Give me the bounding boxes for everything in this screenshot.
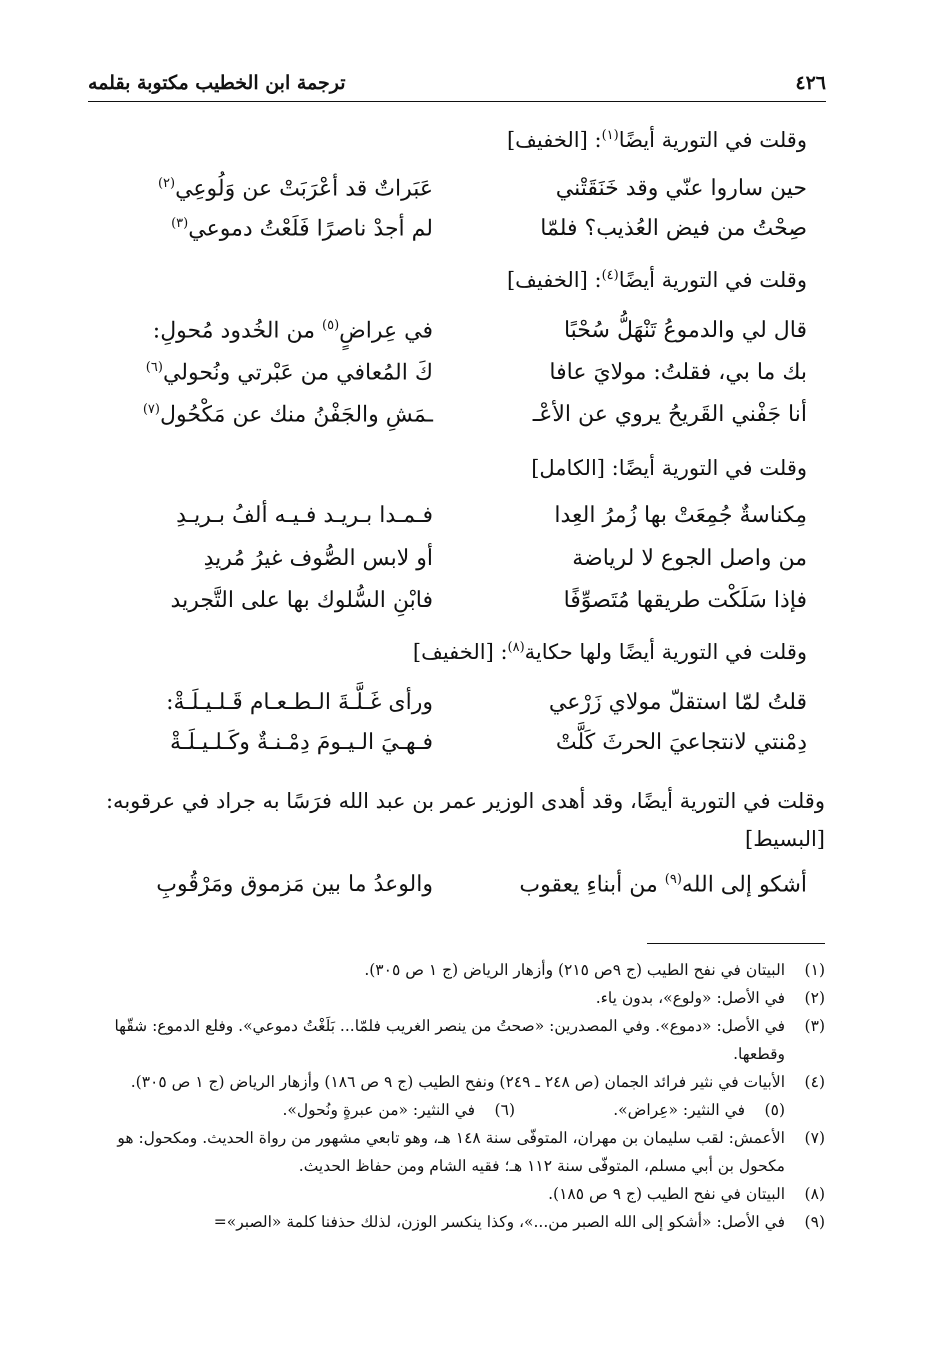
section-intro-paragraph: وقلت في التورية أيضًا، وقد أهدى الوزير عمر بن عبد الله فرَسًا به جراد في عرقوبه: [البسيط] (105, 789, 825, 851)
footnote: (١) البيتان في نفح الطيب (ج ٩ص ٢١٥) وأزهار الرياض (ج ١ ص ٣٠٥). (364, 961, 825, 979)
verse-hemistich-second: عَبَراتٌ قد أعْرَبَتْ عن وَلُوعِي$^{(٢)}$ (157, 176, 433, 202)
footnote-ref: (١) (601, 128, 619, 143)
footnote-ref: (٤) (601, 268, 619, 283)
verse-hemistich-second: في عِراضٍ$^{(٥)}$ من الخُدود مُحولِ: (152, 318, 433, 344)
footnote: (٦) في النثير: «من عبرةٍ ونُحول». (282, 1101, 515, 1119)
verse-hemistich-second: فـهـيَ الـيـومَ دِمْـنـةٌ وكَـلـيـلَـةْ (170, 730, 433, 755)
verse-hemistich-first: دِمْنتي لانتجاعيَ الحرثَ كَلَّتْ (555, 730, 807, 755)
footnote: (٢) في الأصل: «ولوع»، بدون ياء. (595, 989, 825, 1007)
verse-hemistich-first: أشكو إلى الله$^{(٩)}$ من أبناءِ يعقوب (519, 872, 807, 898)
verse-hemistich-second: لم أجدْ ناصرًا فَلَعْتُ دموعي$^{(٣)}$ (171, 216, 433, 242)
verse-hemistich-second: فـمـدا بـريـد فـيـه ألفُ بـريـدِ (176, 503, 433, 528)
footnote: (٩) في الأصل: «أشكو إلى الله الصبر من...»، وكذا ينكسر الوزن، لذلك حذفنا كلمة «الصبر»= (213, 1213, 825, 1231)
section-intro: وقلت في التورية أيضًا ولها حكاية$^{(٨)}$: [الخفيف] (412, 640, 807, 664)
footnote: (٣) في الأصل: «دموع». وفي المصدرين: «صحتُ من ينصر الغريب فلمّا... بَلَغْتُ دموعي». وفلع الدموع: شقّها وقطعها. (114, 1017, 825, 1063)
footnote-ref: (٥) (322, 318, 340, 333)
running-title: ترجمة ابن الخطيب مكتوبة بقلمه (88, 72, 346, 94)
section-intro: وقلت في التورية أيضًا: [الكامل] (531, 456, 807, 480)
verse-hemistich-second: ـمَشِ والجَفْنُ منك عن مَكْحُول$^{(٧)}$ (142, 402, 433, 428)
verse-hemistich-second: ورأى غَـلَّـةَ الـطـعـام قَـلـيـلَـةْ: (166, 690, 433, 715)
verse-hemistich-first: بك ما بي، فقلتُ: مولايَ عافا (549, 360, 807, 385)
header-rule (88, 101, 826, 102)
verse-hemistich-first: حين ساروا عنّي وقد خَنَقَتْني (555, 176, 807, 201)
footnote-ref: (٣) (171, 216, 189, 231)
verse-hemistich-first: أنا جَفْني القَريحُ يروي عن الأعْـ (532, 402, 807, 427)
page-header (88, 68, 826, 102)
footnote-ref: (٢) (157, 176, 176, 191)
footnotes (97, 956, 825, 1236)
verse-hemistich-first: قلتُ لمّا استقلّ مولاي زَرْعي (548, 690, 807, 715)
verse-hemistich-first: قال لي والدموعُ تَنْهَلُّ سُحْبًا (563, 318, 807, 343)
footnote-ref: (٩) (664, 872, 682, 887)
verse-hemistich-first: مِكناسةٌ جُمِعَتْ بها زُمرُ العِدا (554, 503, 807, 528)
footnote-ref: (٨) (507, 640, 525, 655)
verse-hemistich-second: فابْنِ السُّلوك بها على التَّجريد (170, 588, 433, 613)
section-intro: وقلت في التورية أيضًا$^{(٤)}$: [الخفيف] (506, 268, 807, 292)
footnote: (٥) في النثير: «عِراض». (613, 1101, 785, 1119)
footnote: (٤) الأبيات في نثير فرائد الجمان (ص ٢٤٨ ـ ٢٤٩) ونفح الطيب (ج ٩ ص ١٨٦) وأزهار الرياض (ج ١ ص ٣٠٥). (130, 1073, 825, 1091)
footnote-ref: (٧) (142, 402, 160, 417)
section-intro: وقلت في التورية أيضًا$^{(١)}$: [الخفيف] (506, 128, 807, 152)
footnote: (٨) البيتان في نفح الطيب (ج ٩ ص ١٨٥). (548, 1185, 825, 1203)
footnote-ref: (٦) (145, 360, 163, 375)
verse-hemistich-second: أو لابس الصُّوف غيرُ مُريدِ (203, 546, 433, 571)
footnote-pair (97, 1096, 825, 1124)
page-number: ٤٢٦ (795, 72, 826, 94)
footnote: (٧) الأعمش: لقب سليمان بن مهران، المتوفّى سنة ١٤٨ هـ، وهو تابعي مشهور من رواة الحديث. ومكحول: هو مكحول بن أبي مسلم، المتوفّى سنة ١١٢ هـ؛ فقيه الشام ومن حفاظ الحديث. (117, 1129, 825, 1175)
verse-hemistich-first: من واصل الجوع لا لرياضة (572, 546, 807, 571)
footnote-separator (647, 943, 825, 944)
verse-hemistich-first: صِحْتُ من فيض العُذيب؟ فلمّا (540, 216, 807, 241)
verse-hemistich-first: فإذا سَلَكْت طريقها مُتَصوِّفًا (563, 588, 807, 613)
verse-hemistich-second: والوعدُ ما بين مَزموق ومَرْقُوبِ (156, 872, 433, 897)
verse-hemistich-second: كَ المُعافي من عَبْرتي ونُحولي$^{(٦)}$ (145, 360, 433, 386)
